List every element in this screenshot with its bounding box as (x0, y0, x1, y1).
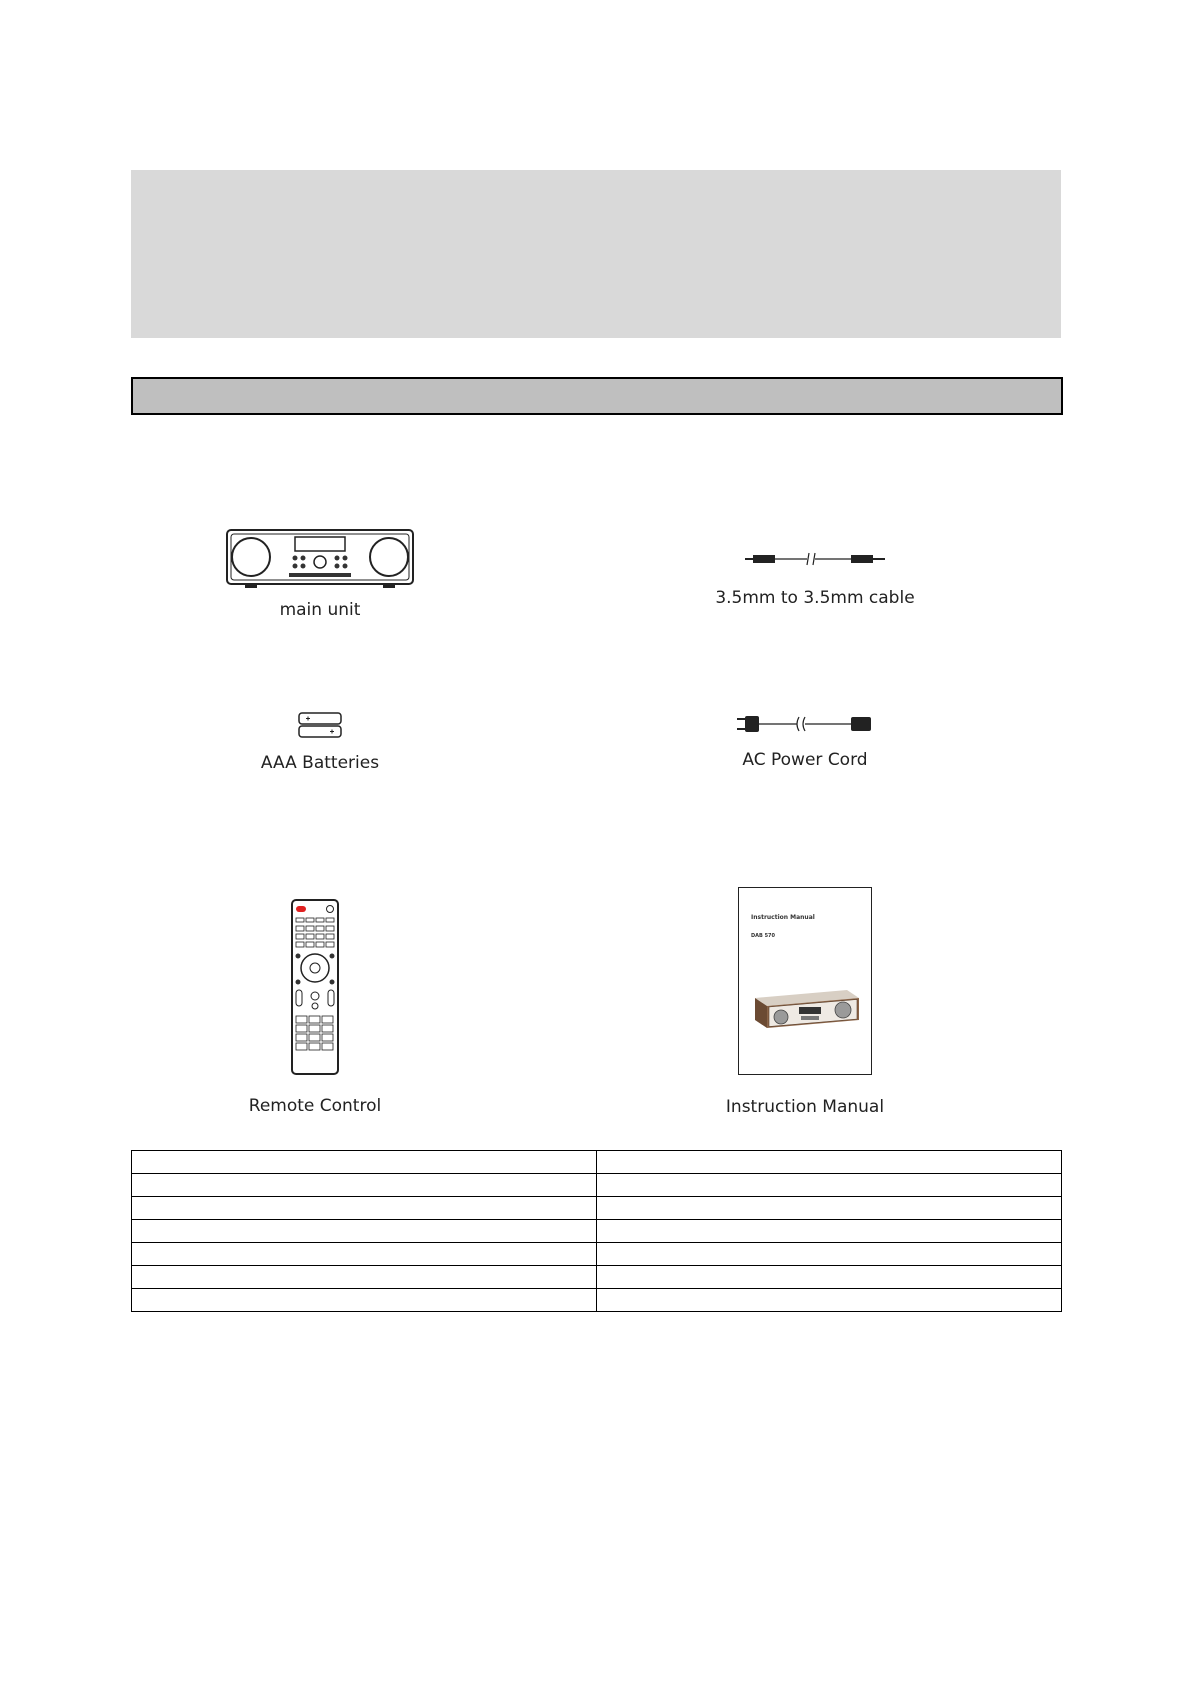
table-row (132, 1220, 1062, 1243)
batteries-item (240, 711, 400, 773)
table-cell (132, 1151, 597, 1174)
manual-cover-illustration (738, 887, 872, 1075)
table-row (132, 1151, 1062, 1174)
caption-main-unit: main unit (279, 600, 361, 620)
remote-item (230, 898, 400, 1116)
manual-cover-radio-image (751, 980, 861, 1030)
power-cord-illustration (737, 712, 873, 736)
power-cord-item (690, 712, 920, 770)
table-cell (132, 1197, 597, 1220)
main-unit-illustration (225, 528, 415, 590)
table-cell (597, 1266, 1062, 1289)
table-row (132, 1289, 1062, 1312)
caption-batteries: AAA Batteries (260, 753, 380, 773)
table-cell (597, 1243, 1062, 1266)
manual-item (715, 887, 895, 1117)
header-gray-box (131, 170, 1061, 338)
caption-cable: 3.5mm to 3.5mm cable (715, 588, 915, 608)
table-cell (597, 1289, 1062, 1312)
spec-table (131, 1150, 1062, 1312)
table-row (132, 1174, 1062, 1197)
cable-item (700, 548, 930, 608)
cable-illustration (745, 548, 885, 570)
section-heading-bar (131, 377, 1063, 415)
caption-manual: Instruction Manual (725, 1097, 885, 1117)
table-row (132, 1266, 1062, 1289)
main-unit-item (220, 528, 420, 620)
table-cell (597, 1197, 1062, 1220)
table-row (132, 1243, 1062, 1266)
remote-control-illustration (290, 898, 340, 1076)
table-cell (597, 1151, 1062, 1174)
table-cell (132, 1174, 597, 1197)
caption-remote: Remote Control (248, 1096, 382, 1116)
table-row (132, 1197, 1062, 1220)
table-cell (597, 1174, 1062, 1197)
table-cell (132, 1266, 597, 1289)
caption-power-cord: AC Power Cord (742, 750, 868, 770)
table-cell (132, 1243, 597, 1266)
table-cell (597, 1220, 1062, 1243)
manual-cover-title: Instruction Manual (751, 914, 815, 921)
manual-cover-model: DAB 570 (751, 933, 776, 939)
table-cell (132, 1289, 597, 1312)
batteries-illustration (297, 711, 343, 739)
table-cell (132, 1220, 597, 1243)
